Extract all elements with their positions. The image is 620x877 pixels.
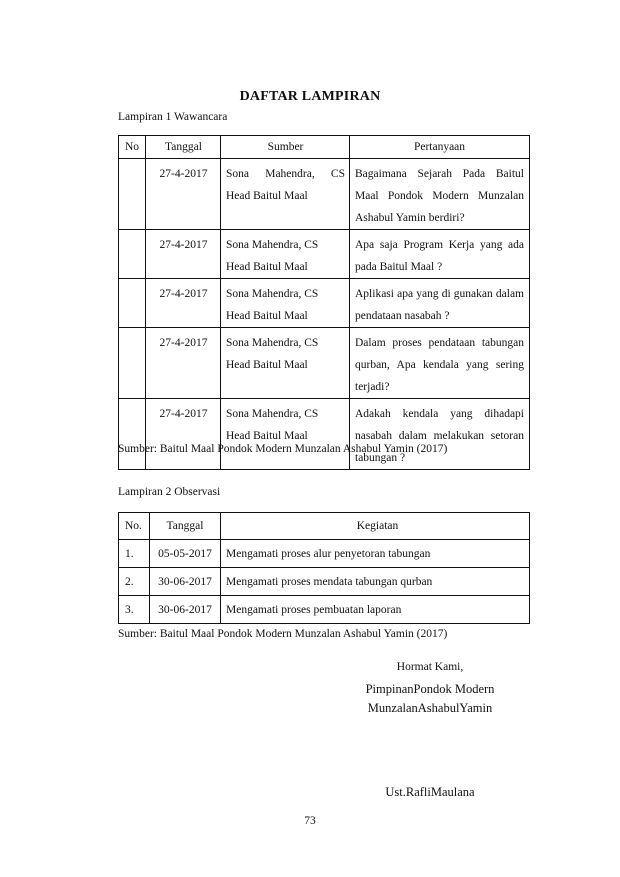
- observation-table: [118, 512, 530, 624]
- cell-no: [119, 328, 146, 399]
- signature-line-2: MunzalanAshabulYamin: [367, 701, 493, 715]
- cell-kegiatan: Mengamati proses alur penyetoran tabungan: [221, 540, 530, 568]
- header-pertanyaan: Pertanyaan: [350, 136, 530, 159]
- signature-line-1: PimpinanPondok Modern: [365, 682, 495, 696]
- header-no: No.: [119, 513, 150, 540]
- page-number: 73: [304, 815, 316, 827]
- table-row: [119, 159, 530, 230]
- cell-pertanyaan: Adakah kendala yang dihadapi nasabah dalam melakukan setoran tabungan ?: [350, 399, 530, 470]
- cell-no: 1.: [119, 540, 150, 568]
- cell-tanggal: 30-06-2017: [150, 568, 221, 596]
- cell-no: 3.: [119, 596, 150, 624]
- table-row: [119, 568, 530, 596]
- cell-sumber: Sona Mahendra, CS Head Baitul Maal: [221, 279, 350, 328]
- cell-sumber: Sona Mahendra, CS Head Baitul Maal: [221, 399, 350, 470]
- cell-no: [119, 159, 146, 230]
- cell-tanggal: 30-06-2017: [150, 596, 221, 624]
- table-row: [119, 230, 530, 279]
- cell-pertanyaan: Aplikasi apa yang di gunakan dalam pendataan nasabah ?: [350, 279, 530, 328]
- lampiran-1-label: Lampiran 1 Wawancara: [118, 111, 228, 123]
- cell-no: 2.: [119, 568, 150, 596]
- cell-pertanyaan: Dalam proses pendataan tabungan qurban, Apa kendala yang sering terjadi?: [350, 328, 530, 399]
- table-row: [119, 328, 530, 399]
- cell-tanggal: 27-4-2017: [146, 159, 221, 230]
- header-no: No: [119, 136, 146, 159]
- cell-tanggal: 27-4-2017: [146, 328, 221, 399]
- interview-table-header-row: [119, 136, 530, 159]
- signature-greeting: Hormat Kami,: [396, 661, 464, 673]
- cell-no: [119, 230, 146, 279]
- lampiran-1-source: Sumber: Baitul Maal Pondok Modern Munzalan Ashabul Yamin (2017): [118, 443, 448, 455]
- table-row: [119, 399, 530, 470]
- cell-pertanyaan: Apa saja Program Kerja yang ada pada Baitul Maal ?: [350, 230, 530, 279]
- header-tanggal: Tanggal: [146, 136, 221, 159]
- cell-tanggal: 27-4-2017: [146, 230, 221, 279]
- cell-tanggal: 05-05-2017: [150, 540, 221, 568]
- table-row: [119, 279, 530, 328]
- cell-pertanyaan: Bagaimana Sejarah Pada Baitul Maal Pondok Modern Munzalan Ashabul Yamin berdiri?: [350, 159, 530, 230]
- observation-table-header-row: [119, 513, 530, 540]
- cell-kegiatan: Mengamati proses pembuatan laporan: [221, 596, 530, 624]
- cell-sumber: Sona Mahendra, CS Head Baitul Maal: [221, 230, 350, 279]
- cell-tanggal: 27-4-2017: [146, 279, 221, 328]
- page-title: DAFTAR LAMPIRAN: [239, 89, 381, 104]
- signature-name: Ust.RafliMaulana: [385, 785, 475, 799]
- header-tanggal: Tanggal: [150, 513, 221, 540]
- header-sumber: Sumber: [221, 136, 350, 159]
- table-row: [119, 596, 530, 624]
- lampiran-2-label: Lampiran 2 Observasi: [118, 486, 221, 498]
- cell-no: [119, 399, 146, 470]
- cell-no: [119, 279, 146, 328]
- interview-table: [118, 135, 530, 470]
- cell-sumber: Sona Mahendra, CS Head Baitul Maal: [221, 328, 350, 399]
- cell-tanggal: 27-4-2017: [146, 399, 221, 470]
- lampiran-2-source: Sumber: Baitul Maal Pondok Modern Munzalan Ashabul Yamin (2017): [118, 628, 448, 640]
- cell-sumber: Sona Mahendra, CS Head Baitul Maal: [221, 159, 350, 230]
- cell-kegiatan: Mengamati proses mendata tabungan qurban: [221, 568, 530, 596]
- table-row: [119, 540, 530, 568]
- header-kegiatan: Kegiatan: [221, 513, 530, 540]
